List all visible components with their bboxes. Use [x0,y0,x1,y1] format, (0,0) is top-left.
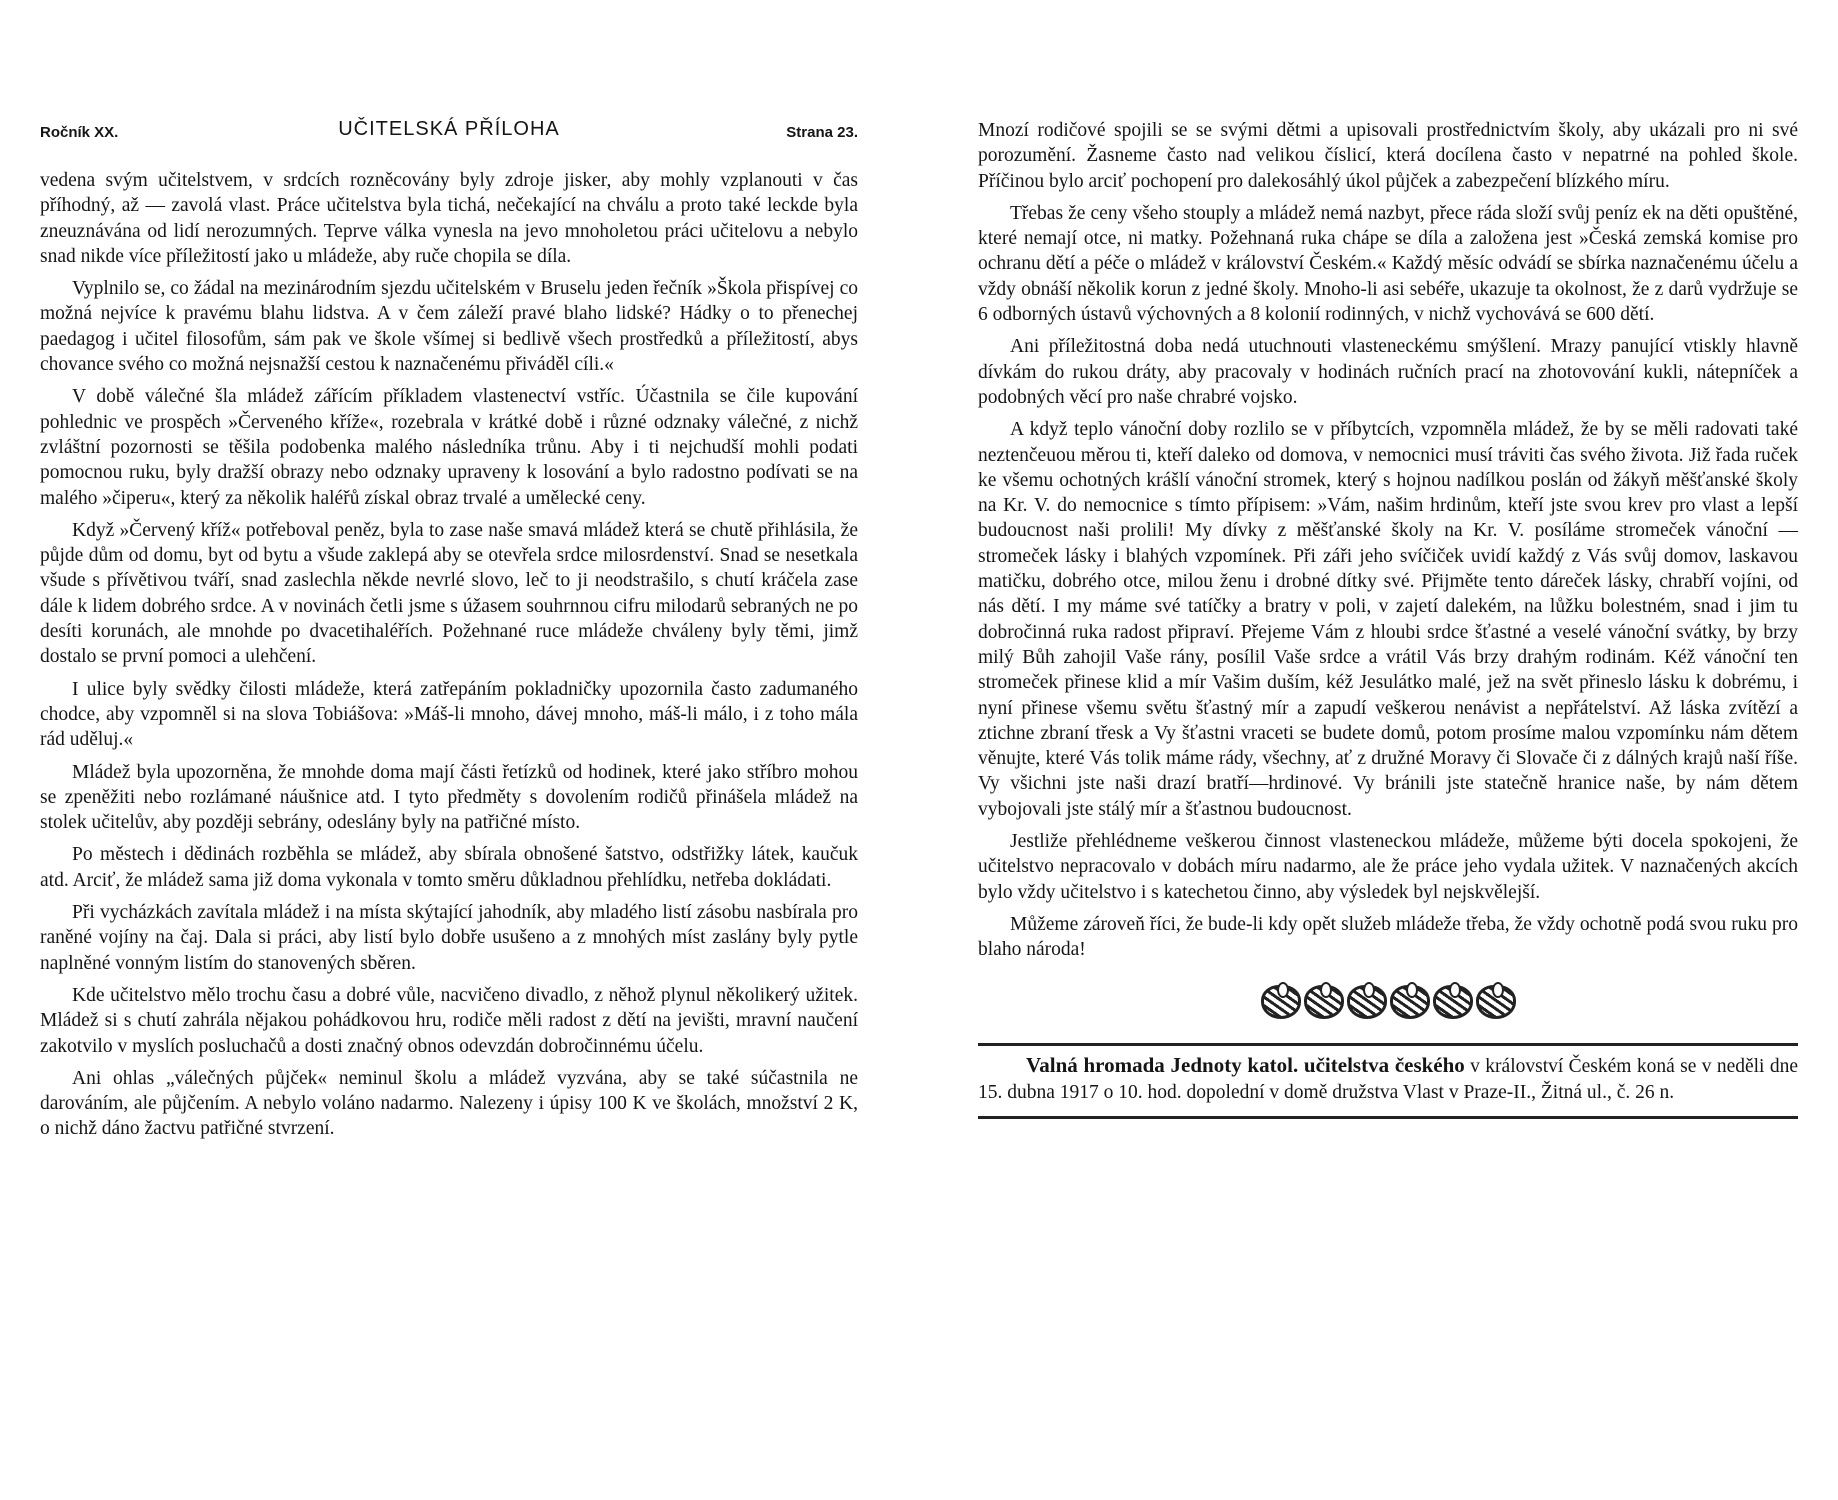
volume-label: Ročník XX. [40,124,119,141]
paragraph: Mnozí rodičové spojili se se svými dětmi a upisovali prostřednictvím školy, aby ukázali pro ni své porozumění. Žasneme často nad velikou číslicí, která docílena často v nepatrné na pohled škole. Příčinou bylo arciť pochopení pro dalekosáhlý úkol půjček a zabezpečení blízkého míru. [978,120,1798,192]
announcement-text [978,1052,1798,1106]
paragraph: vedena svým učitelstvem, v srdcích rozněcovány byly zdroje jisker, aby mohly vzplanouti v čas příhodný, až — zavolá vlast. Práce učitelstva byla tichá, nečekající na chválu a proto také leckde byla zneuznávána od lidí nerozumných. Teprve válka vynesla na jevo mnoholetou práci učitelovu a nebylo snad nikde více příležitostí jako u mládeže, aby ruče chopila se díla. [40,170,858,267]
paragraph: Kde učitelstvo mělo trochu času a dobré vůle, nacvičeno divadlo, z něhož plynul několikerý užitek. Mládež si s chutí zahrála nějakou pohádkovou hru, rodiče měli radost z dětí na jevišti, mravní naučení zakotvilo v myslích posluchačů a dosti značný obnos odevzdán dobročinnému účelu. [40,984,858,1057]
ornament-divider [978,985,1798,1019]
paragraph: Po městech i dědinách rozběhla se mládež, aby sbírala obnošené šatstvo, odstřižky látek, kaučuk atd. Arciť, že mládež sama již doma vykonala v tomto směru důkladnou přehlídku, netřeba dokládati. [40,844,858,891]
paragraph: Můžeme zároveň říci, že bude-li kdy opět služeb mládeže třeba, že vždy ochotně podá svou ruku pro blaho národa! [978,913,1798,961]
paragraph: Když »Červený kříž« potřeboval peněz, byla to zase naše smavá mládež která se chutě přihlásila, že půjde dům od domu, byt od bytu a všude zaklepá aby se otevřela srdce milosrdenství. Snad se nesetkala všude s přívětivou tváří, snad zaslechla někde nevrlé slovo, leč to ji neodstrašilo, s chutí kráčela zase dále k lidem dobrého srdce. A v novinách četli jsme s úžasem souhrnnou cifru milodarů sebraných ne po desíti korunách, ale mnohde po dvacetihaléřích. Požehnané ruce mládeže chváleny byly těmi, jimž dostalo se první pomoci a ulehčení. [40,519,858,668]
flower-ornament-icon [1261,985,1301,1019]
page-number: Strana 23. [786,124,858,141]
paragraph: Ani příležitostná doba nedá utuchnouti vlasteneckému smýšlení. Mrazy panující vtiskly hlavně dívkám do rukou dráty, aby pracovaly v hodinách ručních prací na zhotovování kukli, nátepníček a podobných věcí pro naše chrabré vojsko. [978,336,1798,408]
paragraph: A když teplo vánoční doby rozlilo se v příbytcích, vzpomněla mládež, že by se měli radovati také neztenčeuou měrou ti, kteří daleko od domova, v nemocnici musí tráviti čas svého života. Již řada ruček ke všemu ochotných krášlí vánoční stromek, který s hojnou nadílkou poslán od žákyň měšťanské školy na Kr. V. do nemocnice s tímto přípisem: »Vám, našim hrdinům, kteří jste svou krev pro vlast a lepší budoucnost naši prolili! My dívky z měšťanské školy na Kr. V. posíláme stromeček vánoční — stromeček lásky i blahých vzpomínek. Při záři jeho svíčiček uvidí každý z Vás svůj domov, laskavou matičku, dobrého otce, milou ženu i drobné dítky své. Přijměte tento dáreček lásky, chrabří vojíni, od nás dětí. I my máme své tatíčky a bratry v poli, v zajetí dalekém, na lůžku bolestném, snad i jim tu dobročinná ruka radost připraví. Přejeme Vám z hloubi srdce šťastné a veselé vánoční svátky, by brzy milý Bůh zahojil Vaše rány, posílil Vaše srdce a vrátil Vás brzy drahým rodinám. Kéž vánoční ten stromeček přinese klid a mír Vašim duším, kéž Jesulátko malé, jež na svět přineslo lásku k dobrému, i nyní přinese všemu světu šťastný mír a zapudí veškerou nenávist a nepřátelství. Až láska zvítězí a ztichne zbraní třesk a Vy šťastni vraceti se budete domů, potom prosíme malou vzpomínku nám dětem věnujte, které Vás tolik máme rády, všechny, ať z družné Moravy či Slovače či z dálných krajů naší říše. Vy všichni jste naši drazí bratří—hrdinové. Vy bránili jste statečně hranice naše, by nám dětem vybojovali jste stálý mír a šťastnou budoucnost. [978,419,1798,820]
right-body [978,118,1798,1119]
paragraph: Jestliže přehlédneme veškerou činnost vlasteneckou mládeže, můžeme býti docela spokojeni, že učitelstvo nepracovalo v dobách míru nadarmo, ale že práce jeho vydala užitek. V naznačených akcích bylo vždy učitelstvo i s katechetou činno, aby výsledek byl nejskvělejší. [978,831,1798,903]
announcement-heading: Valná hromada Jednoty katol. učitelstva českého [1026,1052,1465,1077]
flower-ornament-icon [1304,985,1344,1019]
paragraph: V době válečné šla mládež zářícím příkladem vlastenectví vstříc. Účastnila se čile kupování pohlednic ve prospěch »Červeného kříže«, rozebrala v krátké době i různé odznaky válečné, z nichž zvláštní pozornosti se těšila podobenka malého následníka trůnu. Aby i ti nejchudší mohli podati pomocnou ruku, byly dražší obrazy nebo odznaky upraveny k losování a bylo radostno podívati se na malého »čiperu«, který za několik haléřů získal obraz trvalé a umělecké ceny. [40,386,858,509]
paragraph: Vyplnilo se, co žádal na mezinárodním sjezdu učitelském v Bruselu jeden řečník »Škola přispívej co možná nejvíce k pravému blahu lidstva. A v čem záleží pravé blaho lidské? Hádky o to přenechej paedagog i učitel filosofům, sám pak ve škole všímej si bedlivě všech prostředků a příležitostí, abys chovance svého co možná nejsnažší cestou k naznačenému přiváděl cíli.« [40,278,858,376]
meeting-announcement [978,1043,1798,1119]
paragraph: Při vycházkách zavítala mládež i na místa skýtající jahodník, aby mladého listí zásobu nasbírala pro raněné vojíny na čaj. Dala si práci, aby listí bylo dobře usušeno a z mnohých míst zaslány byly pytle naplněné vonným listím do stanovených sběren. [40,902,858,974]
left-body [40,168,858,1149]
flower-ornament-icon [1476,985,1516,1019]
page-header [40,118,858,148]
paragraph: Mládež byla upozorněna, že mnohde doma mají části řetízků od hodinek, které jako stříbro mohou se zpeněžiti nebo rozlámané náušnice atd. I tyto předměty s dovolením rodičů přinášela mládež na stolek učitelův, aby později sebrány, odeslány byly na patřičné místo. [40,761,858,834]
paragraph: Ani ohlas „válečných půjček« neminul školu a mládež vyzvána, aby se také súčastnila ne darováním, ale půjčením. A nebylo voláno nadarmo. Nalezeny i úpisy 100 K ve školách, množství 2 K, o nichž dáno žactvu patřičné stvrzení. [40,1067,858,1140]
flower-ornament-icon [1390,985,1430,1019]
flower-ornament-icon [1433,985,1473,1019]
paragraph: I ulice byly svědky čilosti mládeže, která zatřepáním pokladničky upozornila často zadumaného chodce, aby vzpomněl si na slova Tobiášova: »Máš-li mnoho, dávej mnoho, máš-li málo, i z toho mála rád uděluj.« [40,678,858,751]
flower-ornament-icon [1347,985,1387,1019]
page-title: UČITELSKÁ PŘÍLOHA [338,118,560,140]
announcement-details: v království Českém koná se v neděli dne 15. dubna 1917 o 10. hod. dopolední v domě družstva Vlast v Praze-II., Žitná ul., č. 26 n. [978,1055,1798,1103]
paragraph: Třebas že ceny všeho stouply a mládež nemá nazbyt, přece ráda složí svůj peníz ek na děti opuštěné, které nemají otce, ni matky. Požehnaná ruka chápe se díla a založena jest »Česká zemská komise pro ochranu dětí a péče o mládež v království Českém.« Každý měsíc odvádí se sbírka naznačenému účelu a vždy obnáší několik korun z jedné školy. Mnoho-li asi sebéře, ukazuje ta okolnost, že z darů vydržuje se 6 odborných ústavů výchovných a 8 kolonií rodinných, v nichž vychovává se 600 dětí. [978,202,1798,326]
